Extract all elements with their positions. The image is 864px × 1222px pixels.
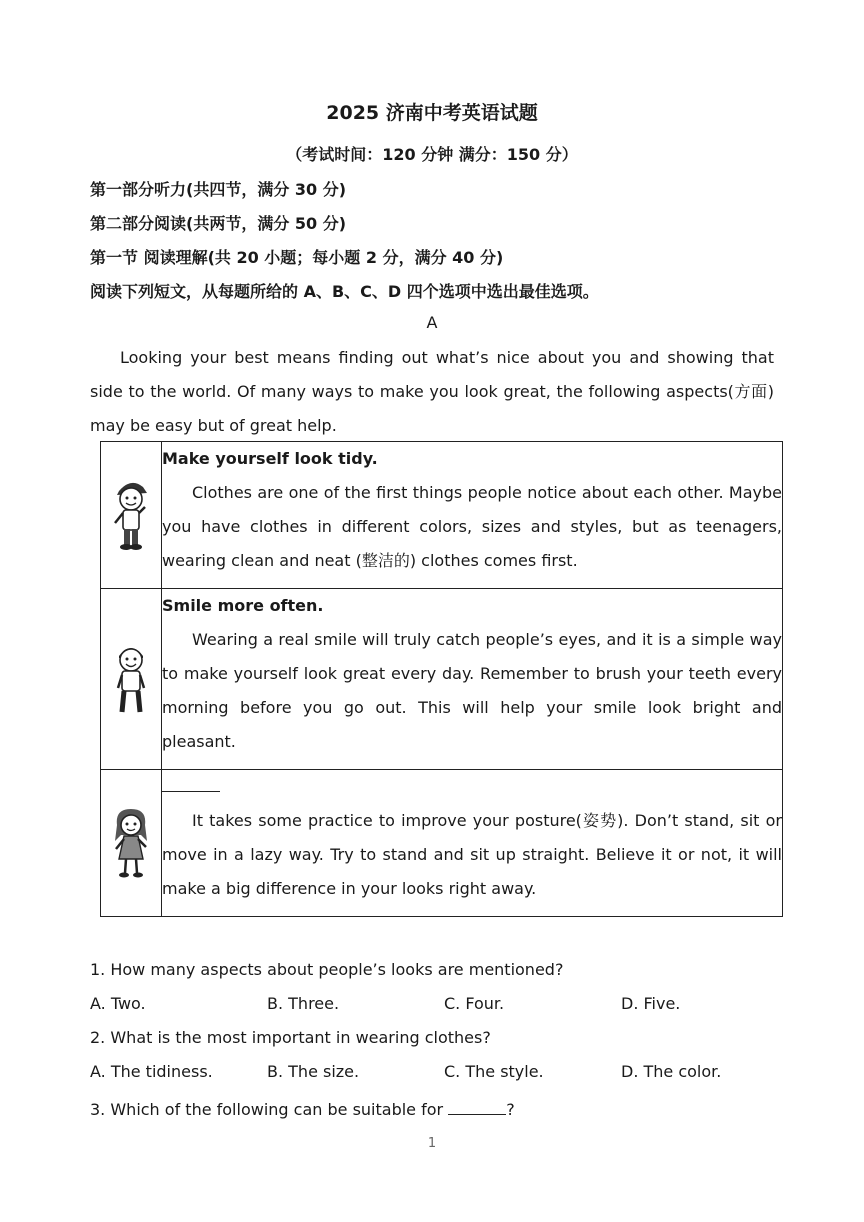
- tip-body: It takes some practice to improve your posture(姿势). Don’t stand, sit or move in a lazy way. Try to stand and sit up straight. Believe it or not, it will make a big difference in your looks right away.: [162, 811, 782, 898]
- option-1a: A. Two.: [90, 994, 146, 1013]
- tip-picture-cell: [101, 442, 162, 589]
- tip-text-cell: [162, 589, 783, 770]
- tip-body: Clothes are one of the first things people notice about each other. Maybe you have clothes in different colors, sizes and styles, but as teenagers, wearing clean and neat (整洁的) clothes comes first.: [162, 483, 782, 570]
- intro-paragraph: Looking your best means finding out what’s nice about you and showing that side to the world. Of many ways to make you look great, the following aspects(方面) may be easy but of great help.: [90, 348, 774, 435]
- tip-heading: Make yourself look tidy.: [162, 449, 378, 468]
- option-2d: D. The color.: [621, 1062, 722, 1081]
- option-1c: C. Four.: [444, 994, 505, 1013]
- instructions: 阅读下列短文，从每题所给的 A、B、C、D 四个选项中选出最佳选项。: [90, 282, 599, 301]
- cartoon-smiling-boy-icon: [113, 642, 149, 716]
- cartoon-girl-icon: [111, 805, 151, 881]
- section-heading-listening: 第一部分听力(共四节，满分 30 分): [90, 180, 347, 199]
- tip-row-posture: [101, 770, 783, 917]
- page-number: 1: [427, 1136, 437, 1151]
- question-3-text: 3. Which of the following can be suitable for: [90, 1100, 449, 1119]
- answer-blank: [162, 773, 220, 792]
- option-2b: B. The size.: [267, 1062, 360, 1081]
- tip-row-tidy: [101, 442, 783, 589]
- tip-picture-cell: [101, 770, 162, 917]
- question-2: 2. What is the most important in wearing clothes?: [90, 1028, 491, 1047]
- tip-picture-cell: [101, 589, 162, 770]
- answer-blank: [448, 1096, 506, 1115]
- option-1d: D. Five.: [621, 994, 681, 1013]
- tip-row-smile: [101, 589, 783, 770]
- passage-label: A: [426, 313, 438, 332]
- option-1b: B. Three.: [267, 994, 340, 1013]
- tips-table: [100, 441, 783, 917]
- tip-heading: Smile more often.: [162, 596, 324, 615]
- tip-text-cell: [162, 770, 783, 917]
- section-heading-comprehension: 第一节 阅读理解(共 20 小题；每小题 2 分，满分 40 分): [90, 248, 504, 267]
- section-heading-reading: 第二部分阅读(共两节，满分 50 分): [90, 214, 347, 233]
- question-3: [90, 1096, 515, 1119]
- cartoon-boy-with-cap-icon: [111, 477, 151, 553]
- exam-info: （考试时间：120 分钟 满分：150 分）: [286, 145, 578, 164]
- tip-body: Wearing a real smile will truly catch people’s eyes, and it is a simple way to make yourself look great every day. Remember to brush your teeth every morning before you go out. This will help your smile look bright and pleasant.: [162, 630, 782, 751]
- question-1: 1. How many aspects about people’s looks are mentioned?: [90, 960, 564, 979]
- tip-heading-blank: [162, 770, 782, 804]
- question-3-end: ?: [506, 1100, 515, 1119]
- page-title: 2025 济南中考英语试题: [326, 102, 538, 124]
- option-2a: A. The tidiness.: [90, 1062, 213, 1081]
- tip-text-cell: [162, 442, 783, 589]
- passage-intro: [90, 341, 774, 443]
- option-2c: C. The style.: [444, 1062, 544, 1081]
